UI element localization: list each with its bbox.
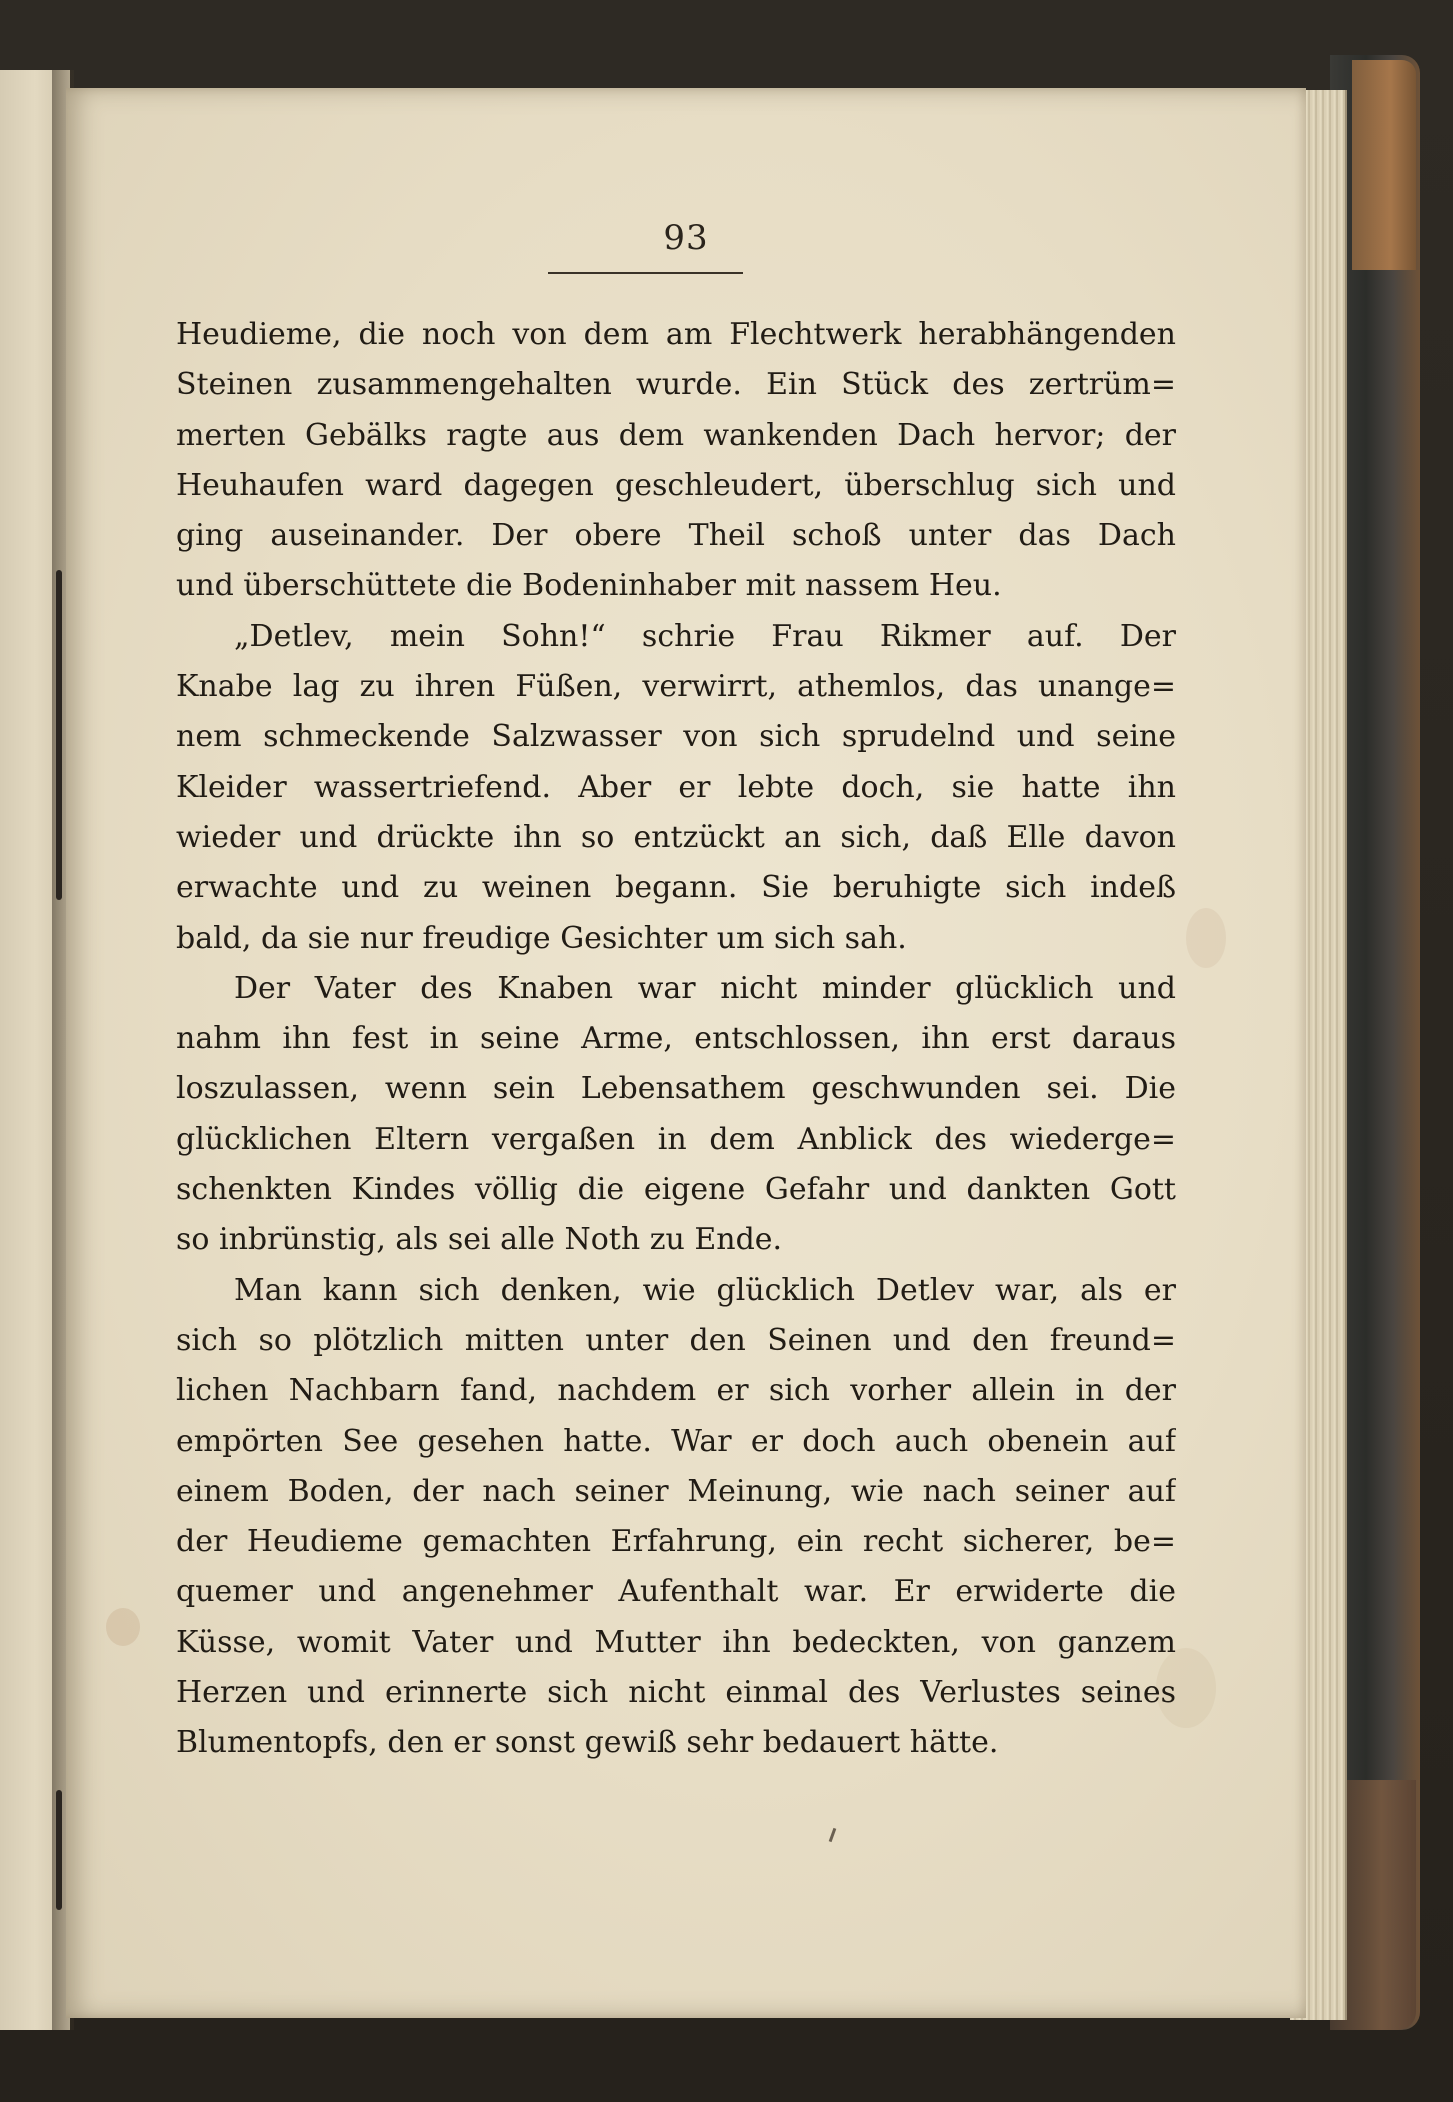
text-line: einem Boden, der nach seiner Meinung, wie nach seiner auf (176, 1473, 1176, 1509)
text-line: der Heudieme gemachten Erfahrung, ein recht sicherer, be= (176, 1524, 1176, 1560)
book-page (66, 88, 1306, 2018)
pencil-mark (829, 1828, 837, 1842)
text-line: Man kann sich denken, wie glücklich Detlev war, als er (234, 1272, 1176, 1308)
text-line: nahm ihn fest in seine Arme, entschlossen, ihn erst daraus (176, 1021, 1176, 1057)
text-line: merten Gebälks ragte aus dem wankenden Dach hervor; der (176, 417, 1176, 453)
binding-thread (56, 570, 62, 900)
body-text (176, 310, 1176, 1769)
text-line: und überschüttete die Bodeninhaber mit nassem Heu. (176, 568, 1002, 604)
text-line: Steinen zusammengehalten wurde. Ein Stück des zertrüm= (176, 367, 1176, 403)
text-line: schenkten Kindes völlig die eigene Gefahr und dankten Gott (176, 1172, 1176, 1208)
text-line: Küsse, womit Vater und Mutter ihn bedeckten, von ganzem (176, 1624, 1176, 1660)
text-line: Herzen und erinnerte sich nicht einmal des Verlustes seines (176, 1675, 1176, 1711)
text-line: so inbrünstig, als sei alle Noth zu Ende. (176, 1222, 783, 1258)
text-line: loszulassen, wenn sein Lebensathem geschwunden sei. Die (176, 1071, 1176, 1107)
text-line: „Detlev, mein Sohn!“ schrie Frau Rikmer auf. Der (234, 618, 1176, 654)
text-line: glücklichen Eltern vergaßen in dem Anblick des wiederge= (176, 1121, 1176, 1157)
text-line: lichen Nachbarn fand, nachdem er sich vorher allein in der (176, 1373, 1176, 1409)
page-number: 93 (663, 218, 709, 258)
text-line: Heudieme, die noch von dem am Flechtwerk herabhängenden (176, 317, 1176, 352)
cover-leather-corner-top (1352, 60, 1416, 270)
text-line: erwachte und zu weinen begann. Sie beruhigte sich indeß (176, 870, 1176, 906)
text-line: quemer und angenehmer Aufenthalt war. Er erwiderte die (176, 1574, 1176, 1610)
text-line: nem schmeckende Salzwasser von sich sprudelnd und seine (176, 719, 1176, 755)
text-line: sich so plötzlich mitten unter den Seinen und den freund= (176, 1322, 1176, 1358)
text-line: ging auseinander. Der obere Theil schoß unter das Dach (176, 518, 1176, 554)
text-line: wieder und drückte ihn so entzückt an sich, daß Elle davon (176, 819, 1176, 855)
binding-thread (56, 1790, 62, 1910)
text-line: bald, da sie nur freudige Gesichter um sich sah. (176, 920, 907, 956)
paper-stain (106, 1608, 140, 1646)
paper-stain (1186, 908, 1226, 968)
text-line: Knabe lag zu ihren Füßen, verwirrt, athemlos, das unange= (176, 669, 1176, 705)
header-rule (548, 272, 743, 274)
text-line: Blumentopfs, den er sonst gewiß sehr bedauert hätte. (176, 1725, 999, 1761)
text-line: Heuhaufen ward dagegen geschleudert, überschlug sich und (176, 467, 1176, 503)
text-line: empörten See gesehen hatte. War er doch auch obenein auf (176, 1423, 1176, 1459)
text-line: Kleider wassertriefend. Aber er lebte doch, sie hatte ihn (176, 769, 1176, 805)
text-line: Der Vater des Knaben war nicht minder glücklich und (234, 970, 1176, 1006)
